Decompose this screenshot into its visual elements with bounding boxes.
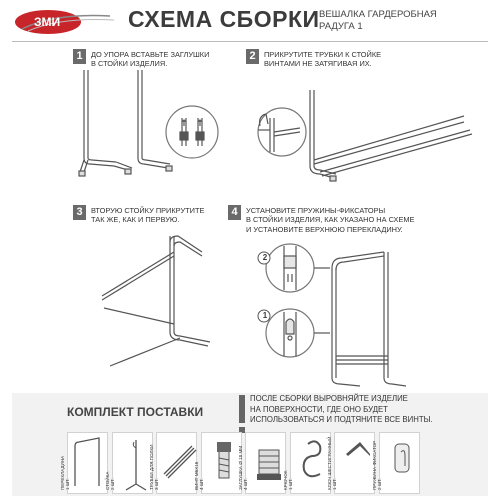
kit-note-line: НА ПОВЕРХНОСТИ, ГДЕ ОНО БУДЕТ <box>250 404 388 414</box>
step-text-line: ПРИКРУТИТЕ ТРУБКИ К СТОЙКЕ <box>264 50 382 59</box>
kit-item-name: КЛЮЧ ШЕСТИГРАННЫЙ <box>327 436 332 490</box>
page-title: СХЕМА СБОРКИ <box>128 6 320 32</box>
step-2-badge: 2 <box>246 49 259 64</box>
kit-item-name: КРЮЧОК <box>282 470 288 490</box>
kit-item-qty: 2 ШТ. <box>376 478 382 490</box>
step-4-diagram <box>250 238 490 388</box>
kit-note-line: ПОСЛЕ СБОРКИ ВЫРОВНЯЙТЕ ИЗДЕЛИЕ <box>250 394 408 403</box>
step-1-badge: 1 <box>73 49 86 64</box>
kit-item-label <box>324 436 337 490</box>
step-3-text <box>91 206 204 225</box>
step-2-text <box>264 50 381 69</box>
product-name <box>319 9 437 33</box>
kit-item-name: ЗАГЛУШКА Ø 18 ММ <box>238 445 243 490</box>
step-text-line: ДО УПОРА ВСТАВЬТЕ ЗАГЛУШКИ <box>91 50 210 59</box>
kit-item-qty: 1 ШТ. <box>65 478 70 490</box>
product-name-line: ВЕШАЛКА ГАРДЕРОБНАЯ <box>319 9 437 20</box>
kit-item-name: СТОЙКА <box>104 471 110 490</box>
brand-logo <box>14 9 118 35</box>
step-text-line: ВТОРУЮ СТОЙКУ ПРИКРУТИТЕ <box>91 206 205 215</box>
kit-item-name: ПРУЖИНА-ФИКСАТОР <box>371 440 377 490</box>
kit-item-qty: 1 ШТ. <box>332 478 337 490</box>
warning-icon <box>236 395 248 435</box>
step-text-line: УСТАНОВИТЕ ПРУЖИНЫ-ФИКСАТОРЫ <box>246 206 386 215</box>
spring-clip-icon <box>383 434 419 492</box>
step-3-diagram <box>90 228 240 358</box>
step-4-marker-1: 1 <box>262 311 268 320</box>
step-text-line: ТАК ЖЕ, КАК И ПЕРВУЮ. <box>91 215 180 225</box>
step-text-line: В СТОЙКИ ИЗДЕЛИЯ, КАК УКАЗАНО НА СХЕМЕ <box>246 215 415 225</box>
kit-item-label <box>191 442 204 490</box>
kit-note-line: ИСПОЛЬЗОВАТЬСЯ И ПОДТЯНИТЕ ВСЕ ВИНТЫ. <box>250 415 433 424</box>
kit-item-qty: 1 ШТ. <box>287 478 293 490</box>
kit-item-label <box>146 442 159 490</box>
kit-item-qty: 4 ШТ. <box>198 478 204 490</box>
kit-item-qty: 2 ШТ. <box>109 478 115 490</box>
kit-item-qty: 3 ШТ. <box>154 478 159 490</box>
logo-text: ЗМИ <box>34 15 61 29</box>
kit-note <box>250 394 433 426</box>
kit-item-name: ВИНТ М6Х16 <box>193 461 199 490</box>
product-name-line: РАДУГА 1 <box>319 21 363 32</box>
kit-item-name: ПЕРЕКЛАДИНА <box>60 455 65 490</box>
step-2-diagram <box>250 70 490 195</box>
step-4-text <box>246 206 414 234</box>
step-4-marker-2: 2 <box>262 253 268 262</box>
step-text-line: В СТОЙКИ ИЗДЕЛИЯ. <box>91 59 168 69</box>
kit-item-name: ТРУБКИ ДЛЯ ПОЛКИ <box>149 444 154 490</box>
step-3-badge: 3 <box>73 205 86 220</box>
step-1-diagram <box>70 60 240 195</box>
kit-item-label <box>369 440 382 490</box>
header-divider <box>12 41 488 42</box>
kit-item-card <box>376 432 420 494</box>
kit-item-label <box>57 442 70 490</box>
kit-title: КОМПЛЕКТ ПОСТАВКИ <box>67 405 204 419</box>
step-text-line: И УСТАНОВИТЕ ВЕРХНЮЮ ПЕРЕКЛАДИНУ. <box>246 224 403 234</box>
step-4-badge: 4 <box>228 205 241 220</box>
kit-item-label <box>235 442 248 490</box>
kit-item-label <box>102 442 115 490</box>
step-text-line: ВИНТАМИ НЕ ЗАТЯГИВАЯ ИХ. <box>264 59 372 69</box>
kit-item-qty: 4 ШТ. <box>243 478 248 490</box>
kit-item-label <box>280 442 293 490</box>
